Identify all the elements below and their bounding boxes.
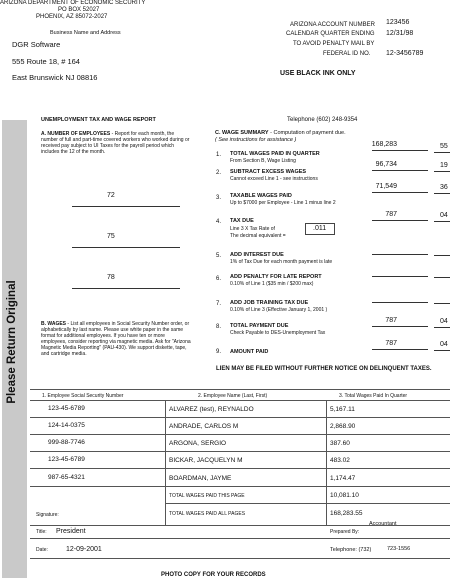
telephone-header: Telephone (602) 248-9354 bbox=[287, 117, 358, 123]
phone-number: 723-1556 bbox=[387, 546, 411, 552]
line-cents-underline bbox=[434, 193, 450, 194]
quarter-label: CALENDAR QUARTER ENDING bbox=[286, 31, 375, 37]
wages-cell: 483.02 bbox=[330, 457, 350, 464]
row-divider bbox=[30, 468, 450, 469]
line-cents: 04 bbox=[440, 341, 448, 348]
line-dollars: 787 bbox=[385, 317, 397, 324]
line-cents: 04 bbox=[440, 212, 448, 219]
agency-name: ARIZONA DEPARTMENT OF ECONOMIC SECURITY bbox=[0, 0, 146, 6]
sidebar-text: Please Return Original bbox=[6, 280, 18, 404]
line-cents-underline bbox=[434, 303, 450, 304]
wages-cell: 5,167.11 bbox=[330, 406, 355, 413]
account-number-label: ARIZONA ACCOUNT NUMBER bbox=[290, 22, 375, 28]
ssn-cell: 124-14-0375 bbox=[48, 422, 85, 429]
line-dollars: 96,734 bbox=[375, 161, 397, 168]
line-subtitle: From Section B, Wage Listing bbox=[230, 158, 296, 164]
line-number: 5. bbox=[216, 253, 222, 259]
total-all-label: TOTAL WAGES PAID ALL PAGES bbox=[169, 511, 246, 517]
row-divider bbox=[165, 503, 450, 504]
section-c-heading-row bbox=[215, 130, 346, 137]
section-b-heading: B. WAGES bbox=[41, 321, 67, 327]
column-divider-1 bbox=[165, 400, 166, 525]
federal-id-label: FEDERAL ID NO. bbox=[323, 51, 371, 57]
line-cents-underline bbox=[434, 277, 450, 278]
line-cents: 55 bbox=[440, 143, 448, 150]
line-dollars: 71,549 bbox=[375, 183, 397, 190]
wages-cell: 2,868.90 bbox=[330, 423, 356, 430]
employees-line-2 bbox=[72, 247, 180, 248]
line-title: ADD JOB TRAINING TAX DUE bbox=[230, 300, 309, 306]
ink-notice: USE BLACK INK ONLY bbox=[280, 70, 356, 77]
line-number: 4. bbox=[216, 219, 222, 225]
employees-month-3: 78 bbox=[107, 274, 115, 281]
line-dollars-underline bbox=[372, 254, 428, 255]
line-title: TOTAL PAYMENT DUE bbox=[230, 323, 289, 329]
line-dollars-underline bbox=[372, 326, 428, 327]
employee-name-cell: ANDRADE, CARLOS M bbox=[169, 423, 239, 430]
employees-line-3 bbox=[72, 288, 180, 289]
employees-month-1: 72 bbox=[107, 192, 115, 199]
line-cents: 36 bbox=[440, 184, 448, 191]
total-all-value: 168,283.55 bbox=[330, 510, 363, 517]
name-address-label: Business Name and Address bbox=[50, 30, 121, 36]
line-dollars-underline bbox=[372, 220, 428, 221]
line-cents-underline bbox=[434, 327, 450, 328]
column-divider-2 bbox=[326, 400, 327, 525]
telephone-row bbox=[330, 547, 371, 554]
employee-name-cell: ARGONA, SERGIO bbox=[169, 440, 227, 447]
row-divider bbox=[30, 417, 450, 418]
ssn-cell: 123-45-6789 bbox=[48, 405, 85, 412]
employee-name-cell: BOARDMAN, JAYME bbox=[169, 475, 232, 482]
column-header-name: 2. Employee Name (Last, First) bbox=[198, 393, 268, 399]
employees-month-2: 75 bbox=[107, 233, 115, 240]
line-dollars-underline bbox=[372, 170, 428, 171]
employees-line-1 bbox=[72, 206, 180, 207]
line-number: 2. bbox=[216, 170, 222, 176]
line-dollars: 787 bbox=[385, 340, 397, 347]
lien-notice: LIEN MAY BE FILED WITHOUT FURTHER NOTICE ON DELINQUENT TAXES. bbox=[216, 366, 432, 372]
line-dollars-underline bbox=[372, 276, 428, 277]
section-c-heading-suffix: - Computation of payment due. bbox=[268, 130, 346, 136]
line-cents: 04 bbox=[440, 318, 448, 325]
line-subtitle: 0.10% of Line 3 (Effective January 1, 2001 ) bbox=[230, 307, 328, 313]
tax-rate-value: .011 bbox=[313, 225, 327, 232]
ssn-cell: 987-65-4321 bbox=[48, 474, 85, 481]
employer-name: DGR Software bbox=[12, 40, 61, 49]
line-dollars-underline bbox=[372, 349, 428, 350]
ssn-cell: 123-45-6789 bbox=[48, 456, 85, 463]
row-divider bbox=[30, 434, 450, 435]
prepared-by-label: Prepared By: bbox=[330, 529, 360, 535]
report-title: UNEMPLOYMENT TAX AND WAGE REPORT bbox=[41, 117, 156, 123]
penalty-label: TO AVOID PENALTY MAIL BY bbox=[293, 41, 375, 47]
signature-label: Signature: bbox=[36, 512, 59, 518]
telephone-label: Telephone: ( bbox=[330, 547, 361, 553]
line-title: ADD INTEREST DUE bbox=[230, 252, 284, 258]
wages-cell: 387.60 bbox=[330, 440, 350, 447]
line-cents-underline bbox=[434, 221, 450, 222]
section-a-text bbox=[41, 131, 191, 155]
line-number: 9. bbox=[216, 349, 222, 355]
total-page-value: 10,081.10 bbox=[330, 492, 359, 499]
row-divider bbox=[30, 486, 450, 487]
line-dollars-underline bbox=[372, 150, 428, 151]
section-b-body: - List all employees in Social Security Number order, or alphabetically by last name. Please use white paper in the same format for additional employees. If you have ten or more employees, consider reporting via magnetic media. Ask for "Arizona Magnetic Media Reporting" (PAU-430). We support diskette, tape, and cartridge media. bbox=[41, 321, 191, 357]
line-number: 6. bbox=[216, 276, 222, 282]
ssn-cell: 999-88-7746 bbox=[48, 439, 85, 446]
telephone-mid: ) bbox=[369, 547, 372, 553]
line-cents-underline bbox=[434, 152, 450, 153]
line-title: AMOUNT PAID bbox=[230, 349, 269, 355]
line-subtitle: Line 3 X Tax Rate of bbox=[230, 226, 275, 232]
line-cents-underline bbox=[434, 255, 450, 256]
line-dollars: 168,283 bbox=[371, 141, 397, 148]
section-a-heading: A. NUMBER OF EMPLOYEES bbox=[41, 131, 111, 137]
line-subtitle: Cannot exceed Line 1 - see instructions bbox=[230, 176, 318, 182]
footer-bottom-divider bbox=[30, 558, 450, 559]
title-label: Title: bbox=[36, 529, 47, 535]
line-number: 7. bbox=[216, 301, 222, 307]
section-a-body: - Report for each month, the number of full and part-time covered workers who worked during or received pay subject to UI Taxes for the payroll period which includes the 12 of the month. bbox=[41, 131, 190, 155]
line-subtitle: 1% of Tax Due for each month payment is late bbox=[230, 259, 333, 265]
line-title: SUBTRACT EXCESS WAGES bbox=[230, 169, 307, 175]
date-value: 12-09-2001 bbox=[66, 546, 102, 553]
line-title: TAX DUE bbox=[230, 218, 254, 224]
employee-name-cell: BICKAR, JACQUELYN M bbox=[169, 457, 243, 464]
line-dollars-underline bbox=[372, 192, 428, 193]
area-code: 732 bbox=[360, 547, 370, 553]
title-value: President bbox=[56, 528, 86, 535]
row-divider bbox=[30, 451, 450, 452]
line-cents-underline bbox=[434, 350, 450, 351]
line-subtitle: Up to $7000 per Employee - Line 1 minus line 2 bbox=[230, 200, 336, 206]
line-number: 1. bbox=[216, 152, 222, 158]
employer-city: East Brunswick NJ 08816 bbox=[12, 73, 98, 82]
federal-id: 12-3456789 bbox=[386, 50, 424, 57]
footer-divider bbox=[30, 538, 450, 539]
line-number: 3. bbox=[216, 195, 222, 201]
line-subtitle-2: The decimal equivalent = bbox=[230, 233, 286, 239]
line-cents-underline bbox=[434, 171, 450, 172]
column-header-ssn: 1. Employee Social Security Number bbox=[42, 393, 124, 399]
line-title: TOTAL WAGES PAID IN QUARTER bbox=[230, 151, 320, 157]
line-dollars: 787 bbox=[385, 211, 397, 218]
line-title: TAXABLE WAGES PAID bbox=[230, 193, 292, 199]
line-subtitle: Check Payable to DES-Unemployment Tax bbox=[230, 330, 326, 336]
section-c-subheading: ( See instructions for assistance ) bbox=[215, 137, 297, 143]
quarter-value: 12/31/98 bbox=[386, 30, 414, 37]
line-dollars-underline bbox=[372, 302, 428, 303]
photocopy-notice: PHOTO COPY FOR YOUR RECORDS bbox=[161, 572, 266, 578]
account-number: 123456 bbox=[386, 19, 410, 26]
line-title: ADD PENALTY FOR LATE REPORT bbox=[230, 274, 322, 280]
line-number: 8. bbox=[216, 324, 222, 330]
line-cents: 19 bbox=[440, 162, 448, 169]
section-b-text bbox=[41, 321, 191, 357]
header-divider bbox=[30, 400, 450, 401]
employer-street: 555 Route 18, # 164 bbox=[12, 57, 80, 66]
table-top-border bbox=[30, 389, 450, 390]
employee-name-cell: ALVAREZ (test), REYNALDO bbox=[169, 406, 254, 413]
section-c-heading: C. WAGE SUMMARY bbox=[215, 130, 269, 136]
date-label: Date: bbox=[36, 547, 48, 553]
column-header-wages: 3. Total Wages Paid In Quarter bbox=[339, 393, 408, 399]
agency-city: PHOENIX, AZ 85072-2027 bbox=[36, 14, 108, 20]
prepared-by-value: Accountant bbox=[369, 521, 397, 527]
wages-cell: 1,174.47 bbox=[330, 475, 356, 482]
total-page-label: TOTAL WAGES PAID THIS PAGE bbox=[169, 493, 245, 499]
line-subtitle: 0.10% of Line 1 ($35 min / $200 max) bbox=[230, 281, 314, 287]
agency-box: PO BOX 52027 bbox=[58, 7, 100, 13]
